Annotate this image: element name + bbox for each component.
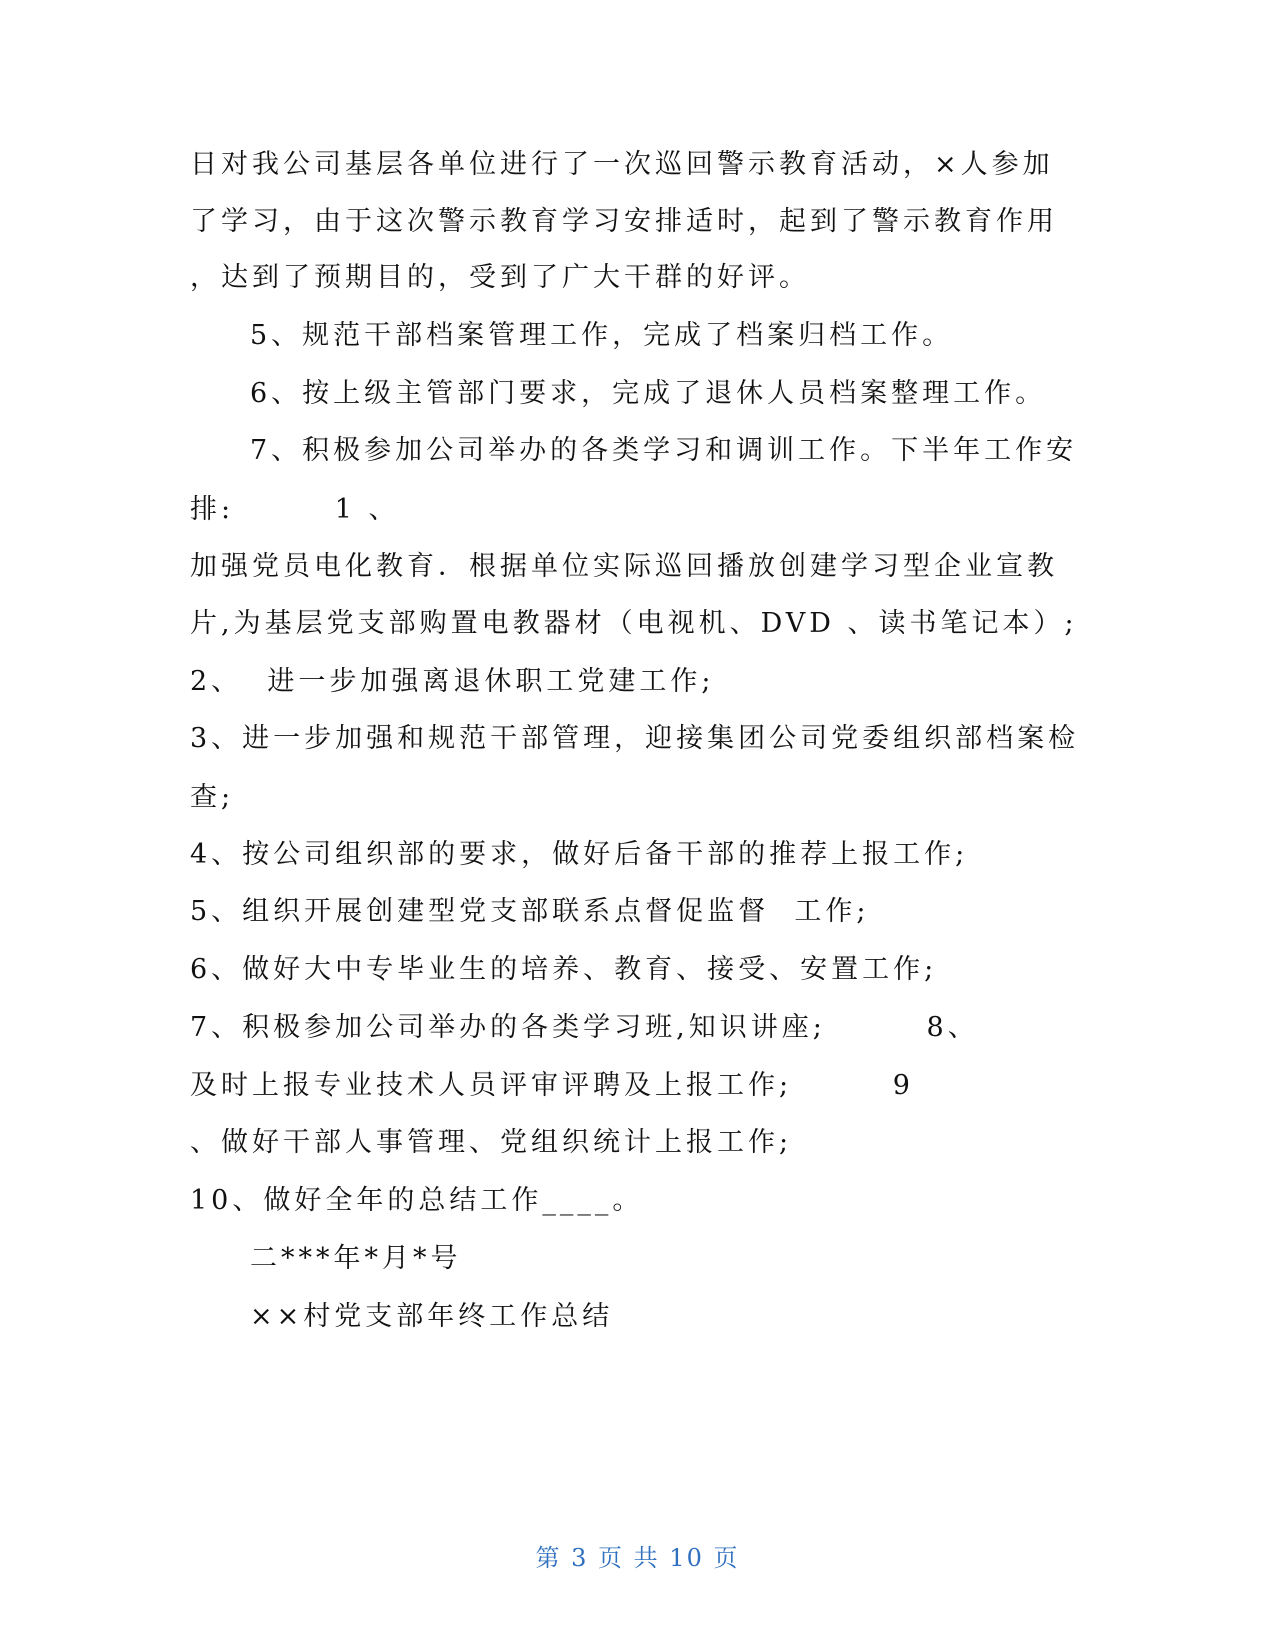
plan-item-7: 7、积极参加公司举办的各类学习班,知识讲座; 8、 xyxy=(190,1012,979,1043)
plan-item-8: 及时上报专业技术人员评审评聘及上报工作; 9 xyxy=(190,1070,914,1101)
plan-item-6: 6、做好大中专毕业生的培养、教育、接受、安置工作; xyxy=(190,954,938,985)
plan-item-3-line-2: 查; xyxy=(190,782,235,813)
item-6-retiree-archive: 6、按上级主管部门要求，完成了退休人员档案整理工作。 xyxy=(250,378,1047,409)
plan-item-4: 4、按公司组织部的要求，做好后备干部的推荐上报工作; xyxy=(190,839,969,870)
next-document-title: ××村党支部年终工作总结 xyxy=(250,1301,614,1332)
paragraph-line-2: 了学习，由于这次警示教育学习安排适时，起到了警示教育作用 xyxy=(190,206,1058,237)
plan-item-5: 5、组织开展创建型党支部联系点督促监督 工作; xyxy=(190,896,870,927)
plan-item-2: 2、 进一步加强离退休职工党建工作; xyxy=(190,666,715,697)
page-number-footer: 第 3 页 共 10 页 xyxy=(535,1544,740,1572)
document-date: 二***年*月*号 xyxy=(250,1243,462,1274)
plan-item-3-line-1: 3、进一步加强和规范干部管理，迎接集团公司党委组织部档案检 xyxy=(190,723,1080,754)
item-5-archive: 5、规范干部档案管理工作，完成了档案归档工作。 xyxy=(250,320,954,351)
plan-item-1-line-2: 片,为基层党支部购置电教器材（电视机、DVD 、读书笔记本）; xyxy=(190,608,1078,639)
plan-intro-line: 排: 1 、 xyxy=(190,494,400,525)
plan-item-9: 、做好干部人事管理、党组织统计上报工作; xyxy=(190,1127,793,1158)
plan-item-1-line-1: 加强党员电化教育．根据单位实际巡回播放创建学习型企业宣教 xyxy=(190,551,1058,582)
item-7-training: 7、积极参加公司举办的各类学习和调训工作。下半年工作安 xyxy=(250,435,1078,466)
paragraph-line-3: ，达到了预期目的，受到了广大干群的好评。 xyxy=(190,262,810,293)
paragraph-line-1: 日对我公司基层各单位进行了一次巡回警示教育活动，×人参加 xyxy=(190,149,1054,180)
plan-item-10: 10、做好全年的总结工作____。 xyxy=(190,1185,644,1216)
